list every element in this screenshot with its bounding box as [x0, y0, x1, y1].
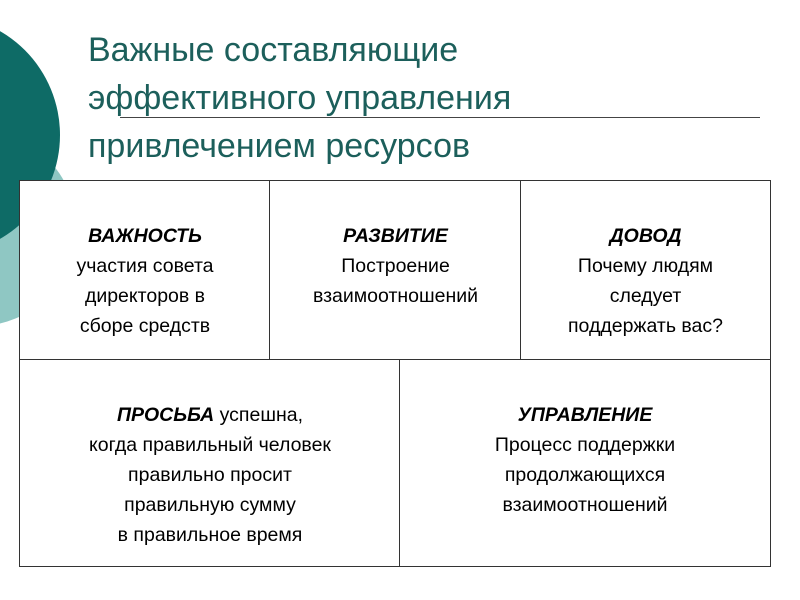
cell-text-line: Построение	[341, 255, 450, 277]
cell-text-line: Процесс поддержки	[494, 434, 676, 456]
title-underline	[120, 117, 760, 118]
cell-text-line: когда правильный человек	[89, 434, 331, 456]
cell-reason	[520, 180, 771, 361]
cell-text-line: сборе средств	[79, 315, 211, 337]
cell-development	[269, 180, 522, 361]
cell-request	[19, 359, 401, 567]
cell-management	[399, 359, 771, 567]
cell-text-line: директоров в	[84, 285, 206, 307]
slide-title	[88, 26, 511, 170]
cell-heading: ПРОСЬБА	[116, 404, 215, 426]
cell-text-line: взаимоотношений	[312, 285, 479, 307]
cell-heading: ДОВОД	[609, 225, 682, 247]
cell-text-line: поддержать вас?	[568, 315, 723, 337]
cell-heading: ВАЖНОСТЬ	[88, 225, 202, 247]
cell-text-line: правильно просит	[128, 464, 292, 486]
cell-heading: УПРАВЛЕНИЕ	[517, 404, 653, 426]
cell-text-line: следует	[609, 285, 682, 307]
cell-text-line: продолжающихся	[504, 464, 666, 486]
cell-heading: РАЗВИТИЕ	[343, 225, 448, 247]
cell-importance	[19, 180, 271, 361]
title-line-2: эффективного управления	[88, 79, 512, 117]
title-line-1: Важные составляющие	[88, 31, 459, 69]
cell-text-line: Почему людям	[577, 255, 714, 277]
cell-text-line: в правильное время	[117, 524, 303, 546]
cell-text-line: правильную сумму	[124, 494, 296, 516]
cell-text-line: взаимоотношений	[502, 494, 668, 516]
title-line-3: привлечением ресурсов	[88, 127, 471, 165]
cell-first-line	[20, 400, 400, 430]
components-table	[19, 180, 771, 567]
cell-heading-rest: успешна,	[214, 404, 303, 426]
cell-text-line: участия совета	[76, 255, 214, 277]
